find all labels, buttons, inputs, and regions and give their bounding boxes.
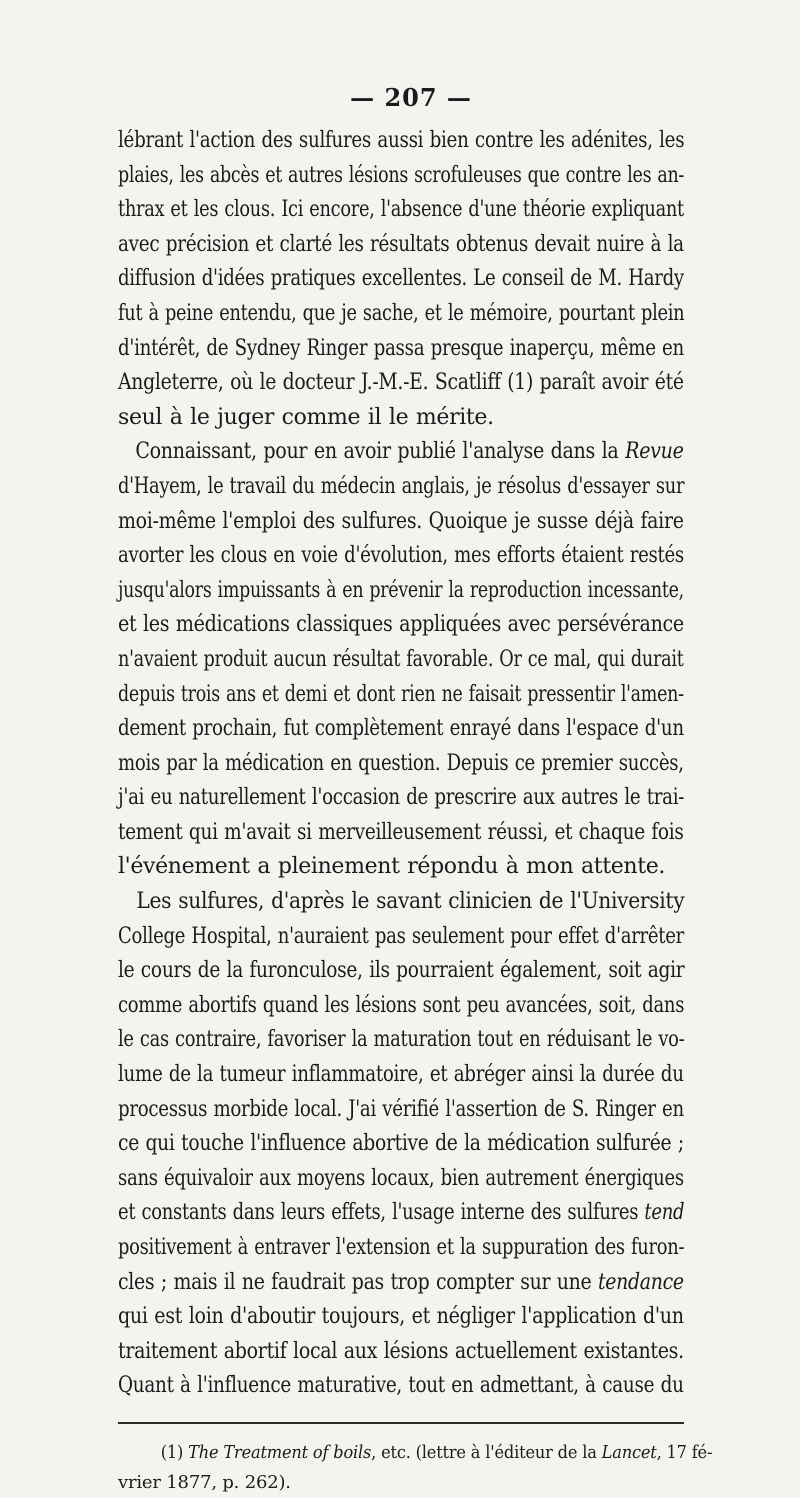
text-line: d'intérêt, de Sydney Ringer passa presque inaperçu, même en bbox=[118, 335, 685, 361]
page bbox=[118, 78, 713, 1498]
text-line: qui est loin d'aboutir toujours, et négliger l'application d'un bbox=[118, 1304, 684, 1330]
text-line bbox=[118, 1266, 684, 1301]
footnote-journal: Lancet bbox=[601, 1441, 657, 1463]
footnote-line: vrier 1877, p. 262). bbox=[118, 1471, 291, 1493]
text-segment: et constants dans leurs effets, l'usage interne des sulfures bbox=[118, 1200, 639, 1226]
text-line: positivement à entraver l'extension et la suppuration des furon- bbox=[118, 1235, 685, 1260]
text-line: fut à peine entendu, que je sache, et le mémoire, pourtant plein bbox=[118, 300, 685, 326]
text-line: le cours de la furonculose, ils pourraient également, soit agir bbox=[118, 958, 685, 984]
text-line: avec précision et clarté les résultats obtenus devait nuire à la bbox=[118, 231, 684, 257]
text-line: moi-même l'emploi des sulfures. Quoique je susse déjà faire bbox=[118, 508, 684, 534]
text-line: j'ai eu naturellement l'occasion de prescrire aux autres le trai- bbox=[118, 785, 685, 811]
text-line bbox=[118, 435, 684, 470]
text-line: l'événement a pleinement répondu à mon attente. bbox=[118, 854, 666, 880]
text-line: comme abortifs quand les lésions sont peu avancées, soit, dans bbox=[118, 992, 685, 1018]
text-line: avorter les clous en voie d'évolution, mes efforts étaient restés bbox=[118, 543, 684, 569]
text-line: Les sulfures, d'après le savant clinicien de l'University bbox=[136, 889, 685, 915]
text-line: depuis trois ans et demi et dont rien ne faisait pressentir l'amen- bbox=[118, 681, 684, 707]
text-line: Quant à l'influence maturative, tout en admettant, à cause du bbox=[118, 1373, 684, 1399]
text-line: ce qui touche l'influence abortive de la médication sulfurée ; bbox=[118, 1131, 684, 1157]
text-line: traitement abortif local aux lésions actuellement existantes. bbox=[118, 1338, 684, 1364]
text-line: tement qui m'avait si merveilleusement réussi, et chaque fois bbox=[118, 819, 684, 845]
footnote-text: , etc. (lettre à l'éditeur de la bbox=[371, 1441, 597, 1463]
footnote-cited-title: The Treatment of boils bbox=[188, 1441, 372, 1463]
text-line: n'avaient produit aucun résultat favorable. Or ce mal, qui durait bbox=[118, 646, 684, 672]
footnote-marker: (1) bbox=[160, 1441, 184, 1463]
text-line: lébrant l'action des sulfures aussi bien contre les adénites, les bbox=[118, 128, 685, 153]
footnote bbox=[118, 1438, 713, 1498]
emphasis-tend: tend bbox=[644, 1200, 685, 1226]
text-line: dement prochain, fut complètement enrayé dans l'espace d'un bbox=[118, 716, 684, 742]
footnote-divider bbox=[118, 1422, 684, 1424]
text-line: d'Hayem, le travail du médecin anglais, je résolus d'essayer sur bbox=[118, 473, 685, 499]
text-line: College Hospital, n'auraient pas seulement pour effet d'arrêter bbox=[118, 923, 684, 949]
text-line: et les médications classiques appliquées avec persévérance bbox=[118, 612, 684, 638]
text-line: jusqu'alors impuissants à en prévenir la reproduction incessante, bbox=[118, 577, 684, 603]
footnote-text: , 17 fé- bbox=[656, 1441, 713, 1463]
text-line: processus morbide local. J'ai vérifié l'assertion de S. Ringer en bbox=[118, 1096, 684, 1122]
text-segment: Connaissant, pour en avoir publié l'analyse dans la bbox=[135, 439, 619, 465]
text-line: mois par la médication en question. Depuis ce premier succès, bbox=[118, 750, 684, 776]
text-line: lume de la tumeur inflammatoire, et abréger ainsi la durée du bbox=[118, 1062, 684, 1088]
body-text bbox=[118, 124, 684, 1404]
text-segment: cles ; mais il ne faudrait pas trop compter sur une bbox=[118, 1269, 592, 1295]
emphasis-tendance: tendance bbox=[597, 1269, 684, 1295]
journal-title-revue: Revue bbox=[625, 439, 684, 465]
footnote-line bbox=[146, 1438, 713, 1468]
text-line: seul à le juger comme il le mérite. bbox=[118, 404, 494, 430]
text-line: sans équivaloir aux moyens locaux, bien autrement énergiques bbox=[118, 1165, 684, 1191]
text-line: le cas contraire, favoriser la maturation tout en réduisant le vo- bbox=[118, 1027, 685, 1053]
text-line bbox=[118, 1196, 685, 1231]
text-line: thrax et les clous. Ici encore, l'absence d'une théorie expliquant bbox=[118, 197, 684, 223]
text-line: Angleterre, où le docteur J.-M.-E. Scatliff (1) paraît avoir été bbox=[118, 370, 684, 396]
page-number: — 207 — bbox=[350, 83, 472, 112]
text-line: diffusion d'idées pratiques excellentes. Le conseil de M. Hardy bbox=[118, 266, 684, 292]
text-line: plaies, les abcès et autres lésions scrofuleuses que contre les an- bbox=[118, 162, 685, 188]
